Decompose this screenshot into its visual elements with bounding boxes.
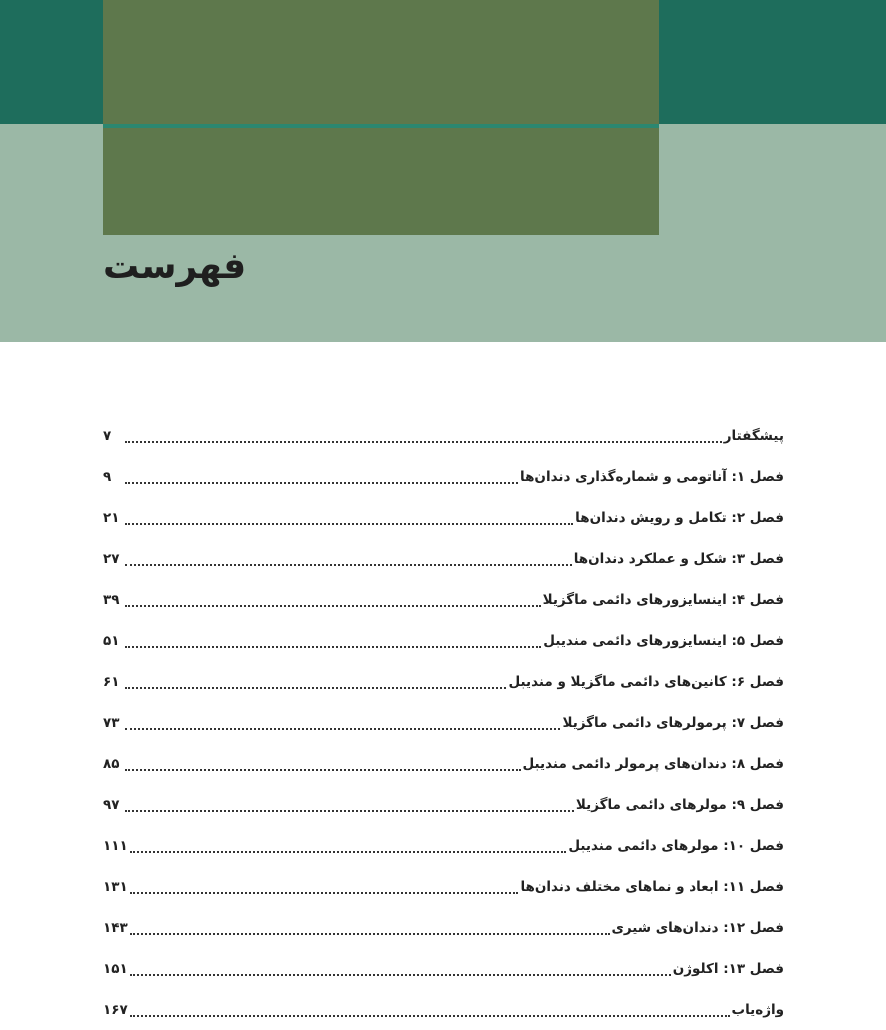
- toc-entry-title: فصل ۱۳: اکلوژن: [672, 960, 784, 977]
- toc-entry-page: ۱۶۷: [103, 1001, 128, 1018]
- toc-entry-page: ۱۵۱: [103, 960, 128, 977]
- toc-leader-dots: [125, 769, 521, 771]
- toc-entry-page: ۶۱: [103, 673, 120, 690]
- toc-entry[interactable]: [103, 702, 784, 743]
- toc-entry-page: ۵۱: [103, 632, 120, 649]
- toc-leader-dots: [125, 810, 574, 812]
- toc-leader-dots: [125, 687, 506, 689]
- toc-entry-page: ۷: [103, 427, 112, 444]
- toc-entry-title: فصل ۱۰: مولرهای دائمی مندیبل: [568, 837, 784, 854]
- toc-entry[interactable]: [103, 538, 784, 579]
- toc-entry-title: فصل ۹: مولرهای دائمی ماگزیلا: [575, 796, 784, 813]
- toc-entry[interactable]: [103, 825, 784, 866]
- toc-entry-page: ۷۳: [103, 714, 120, 731]
- toc-entry-title: فصل ۸: دندان‌های پرمولر دائمی مندیبل: [522, 755, 784, 772]
- toc-entry-page: ۳۹: [103, 591, 120, 608]
- toc-entry-page: ۱۱۱: [103, 837, 128, 854]
- toc-leader-dots: [125, 523, 573, 525]
- toc-entry[interactable]: [103, 866, 784, 907]
- toc-leader-dots: [125, 605, 541, 607]
- toc-entry[interactable]: [103, 948, 784, 989]
- toc-entry[interactable]: [103, 907, 784, 948]
- toc-entry-title: فصل ۱: آناتومی و شماره‌گذاری دندان‌ها: [520, 468, 784, 485]
- toc-leader-dots: [125, 728, 560, 730]
- toc-leader-dots: [125, 646, 541, 648]
- toc-entry-title: فصل ۲: تکامل و رویش دندان‌ها: [575, 509, 784, 526]
- toc-entry-page: ۲۱: [103, 509, 120, 526]
- toc-entry[interactable]: [103, 784, 784, 825]
- toc-leader-dots: [125, 441, 722, 443]
- toc-leader-dots: [125, 564, 572, 566]
- toc-entry-page: ۱۳۱: [103, 878, 128, 895]
- toc-entry-title: فصل ۳: شکل و عملکرد دندان‌ها: [573, 550, 784, 567]
- toc-entry-page: ۹۷: [103, 796, 120, 813]
- toc-entry[interactable]: [103, 989, 784, 1030]
- accent-line: [103, 124, 659, 128]
- toc-entry-page: ۲۷: [103, 550, 120, 567]
- toc-entry-title: فصل ۴: اینسایزورهای دائمی ماگزیلا: [542, 591, 784, 608]
- toc-entry-page: ۹: [103, 468, 112, 485]
- table-of-contents: [103, 415, 784, 1030]
- toc-entry-title: فصل ۱۲: دندان‌های شیری: [611, 919, 784, 936]
- toc-entry[interactable]: [103, 415, 784, 456]
- toc-entry[interactable]: [103, 456, 784, 497]
- toc-leader-dots: [130, 933, 610, 935]
- toc-entry[interactable]: [103, 579, 784, 620]
- toc-entry[interactable]: [103, 620, 784, 661]
- page-title: فهرست: [103, 246, 247, 287]
- toc-entry[interactable]: [103, 743, 784, 784]
- toc-leader-dots: [130, 974, 671, 976]
- toc-leader-dots: [130, 892, 519, 894]
- toc-entry[interactable]: [103, 661, 784, 702]
- toc-entry-title: فصل ۶: کانین‌های دائمی ماگزیلا و مندیبل: [508, 673, 784, 690]
- toc-entry-title: پیشگفتار: [723, 427, 784, 444]
- toc-entry[interactable]: [103, 497, 784, 538]
- toc-leader-dots: [130, 851, 567, 853]
- cover-image-block: [103, 0, 659, 235]
- toc-entry-title: فصل ۷: پرمولرهای دائمی ماگزیلا: [562, 714, 784, 731]
- toc-entry-title: واژه‌یاب: [731, 1001, 784, 1018]
- toc-leader-dots: [125, 482, 518, 484]
- toc-entry-page: ۸۵: [103, 755, 120, 772]
- toc-entry-page: ۱۴۳: [103, 919, 128, 936]
- toc-leader-dots: [130, 1015, 730, 1017]
- toc-entry-title: فصل ۵: اینسایزورهای دائمی مندیبل: [543, 632, 784, 649]
- toc-entry-title: فصل ۱۱: ابعاد و نماهای مختلف دندان‌ها: [520, 878, 784, 895]
